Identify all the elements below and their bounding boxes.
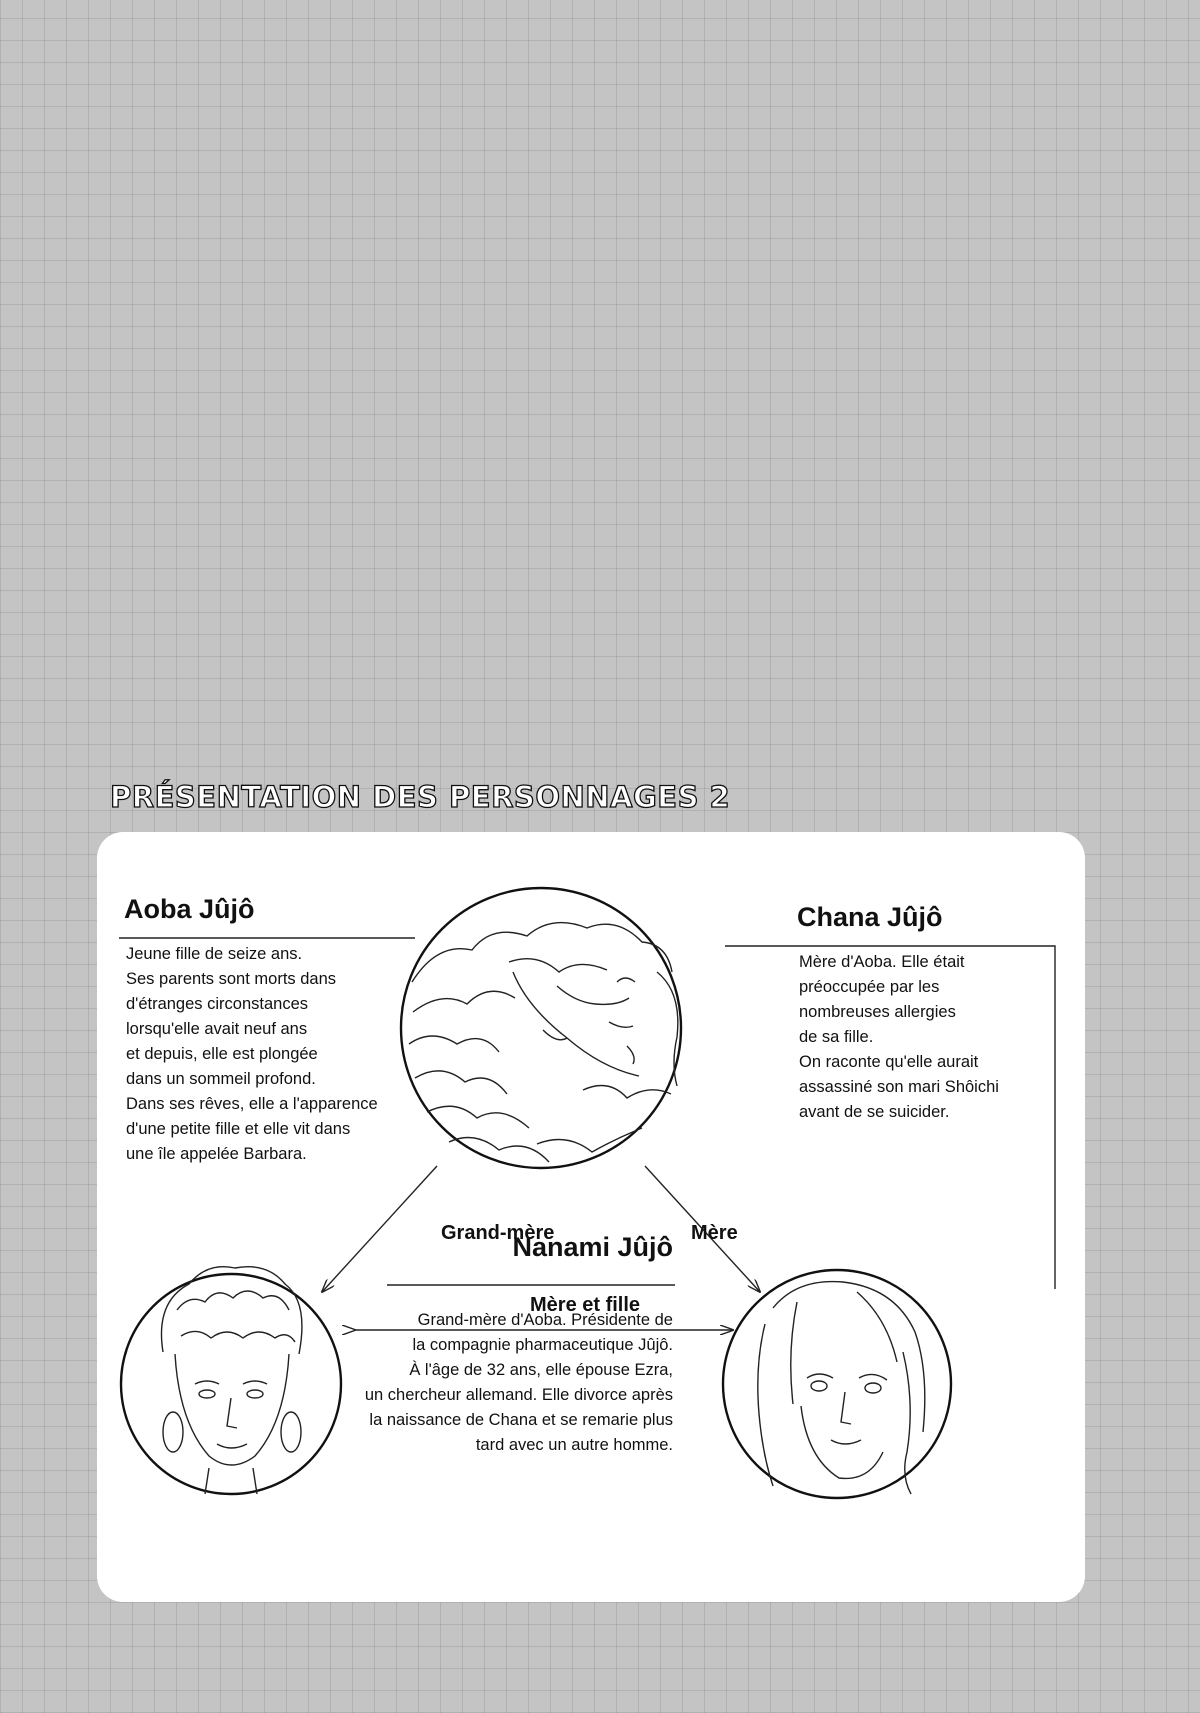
aoba-name: Aoba Jûjô: [124, 894, 255, 924]
chana-name: Chana Jûjô: [797, 902, 943, 932]
aoba-portrait: [401, 888, 681, 1168]
chana-description-line: nombreuses allergies: [799, 1003, 956, 1021]
aoba-description-line: d'une petite fille et elle vit dans: [126, 1120, 351, 1138]
chana-description-line: Mère d'Aoba. Elle était: [799, 953, 965, 971]
nanami-description-line: Grand-mère d'Aoba. Présidente de: [417, 1311, 673, 1329]
aoba-description-line: Jeune fille de seize ans.: [126, 945, 303, 963]
aoba-description-line: d'étranges circonstances: [126, 995, 308, 1013]
character-chart-card: [97, 832, 1085, 1602]
chana-description-line: de sa fille.: [799, 1028, 874, 1046]
chana-description-line: préoccupée par les: [799, 978, 940, 996]
aoba-description-line: Dans ses rêves, elle a l'apparence: [126, 1095, 378, 1113]
aoba-description-line: une île appelée Barbara.: [126, 1145, 307, 1163]
grandmother-relation-label: Grand-mère: [441, 1222, 555, 1244]
aoba-description-line: et depuis, elle est plongée: [126, 1045, 318, 1063]
chana-description-line: assassiné son mari Shôichi: [799, 1078, 999, 1096]
chana-description-line: avant de se suicider.: [799, 1103, 950, 1121]
nanami-portrait: [121, 1267, 341, 1494]
page-title: PRÉSENTATION DES PERSONNAGES 2: [110, 780, 731, 814]
nanami-description-line: tard avec un autre homme.: [475, 1436, 673, 1454]
grandmother-arrow: [322, 1166, 437, 1292]
aoba-description-line: Ses parents sont morts dans: [126, 970, 337, 988]
chana-description-line: On raconte qu'elle aurait: [799, 1053, 979, 1071]
chana-description: [799, 950, 999, 1125]
nanami-description-line: un chercheur allemand. Elle divorce après: [364, 1386, 673, 1404]
mother-daughter-relation-label: Mère et fille: [530, 1294, 641, 1316]
nanami-description-line: la naissance de Chana et se remarie plus: [369, 1411, 673, 1429]
nanami-description-line: À l'âge de 32 ans, elle épouse Ezra,: [409, 1361, 673, 1379]
nanami-description: [365, 1308, 673, 1458]
nanami-name: Nanami Jûjô: [512, 1232, 673, 1262]
nanami-description-line: la compagnie pharmaceutique Jûjô.: [412, 1336, 673, 1354]
aoba-description-line: lorsqu'elle avait neuf ans: [126, 1020, 308, 1038]
chana-portrait: [723, 1270, 951, 1498]
aoba-description-line: dans un sommeil profond.: [126, 1070, 316, 1088]
aoba-description: [126, 942, 378, 1167]
mother-relation-label: Mère: [691, 1222, 738, 1244]
